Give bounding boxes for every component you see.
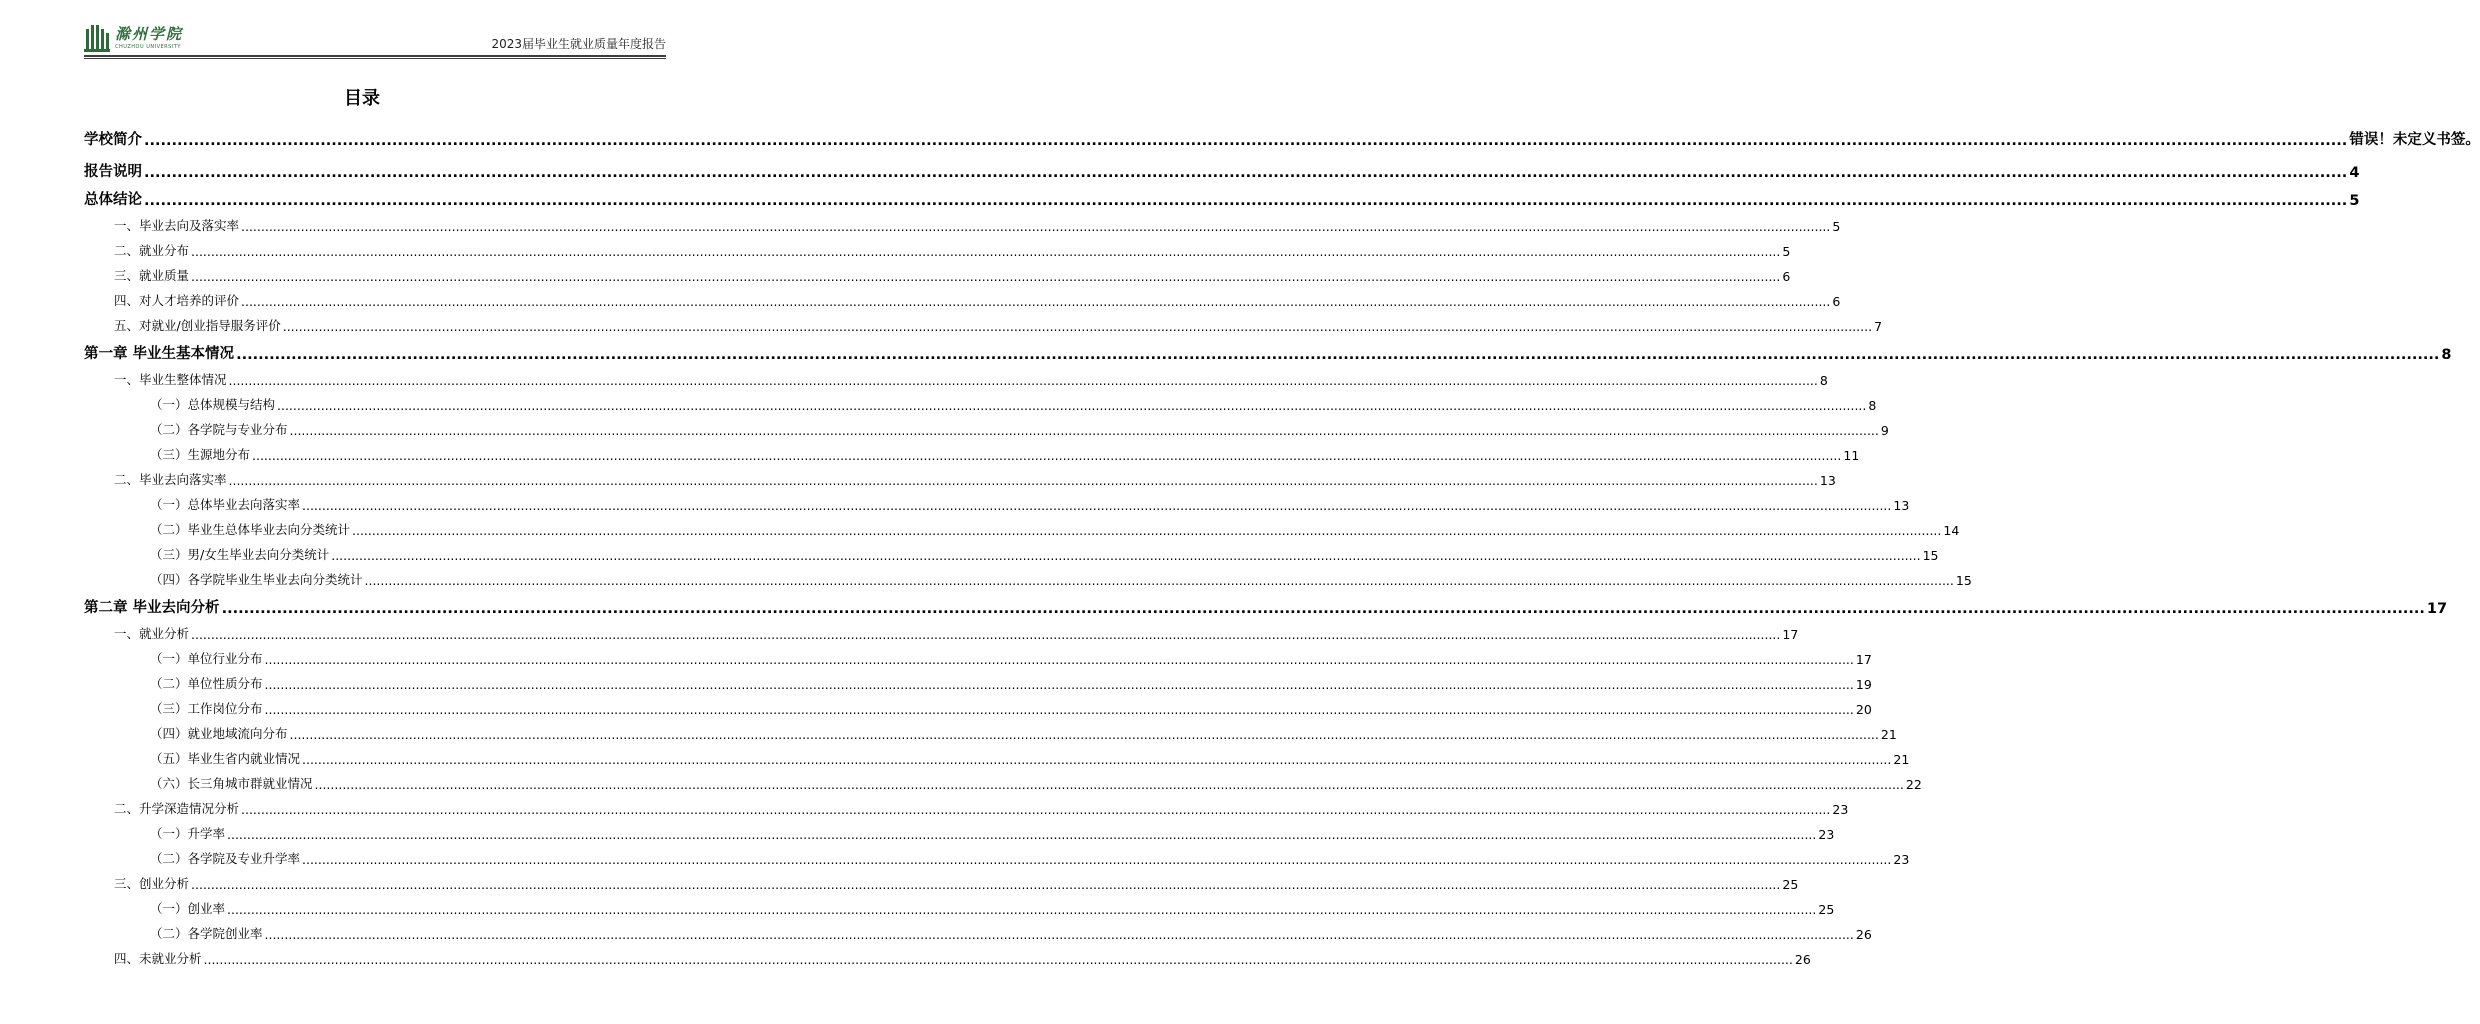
toc-entry[interactable] bbox=[114, 291, 1841, 309]
toc-leader-dots: ................................................................................................................................................................................................................................................................................................................................................................................................................ bbox=[302, 852, 1892, 867]
header-rule-thick bbox=[84, 55, 666, 57]
toc-entry[interactable] bbox=[150, 899, 1835, 917]
toc-entry[interactable] bbox=[114, 799, 1849, 817]
toc-leader-dots: ................................................................................................................................................................................................................................................................................................................................................................................................................ bbox=[144, 165, 2348, 181]
toc-leader-dots: ................................................................................................................................................................................................................................................................................................................................................................................................................ bbox=[264, 927, 1854, 942]
toc-entry-label: （一）总体规模与结构 bbox=[150, 397, 276, 412]
toc-entry-label: 三、就业质量 bbox=[114, 268, 190, 283]
toc-leader-dots: ................................................................................................................................................................................................................................................................................................................................................................................................................ bbox=[236, 347, 2440, 363]
toc-leader-dots: ................................................................................................................................................................................................................................................................................................................................................................................................................ bbox=[302, 498, 1892, 513]
toc-leader-dots: ................................................................................................................................................................................................................................................................................................................................................................................................................ bbox=[314, 777, 1904, 792]
toc-entry[interactable] bbox=[150, 724, 1897, 742]
toc-entry[interactable] bbox=[150, 824, 1835, 842]
toc-entry-page: 15 bbox=[1955, 573, 1972, 588]
toc-leader-dots: ................................................................................................................................................................................................................................................................................................................................................................................................................ bbox=[203, 952, 1793, 967]
toc-entry-page: 25 bbox=[1782, 877, 1799, 892]
toc-entry-label: 第二章 毕业去向分析 bbox=[84, 600, 220, 616]
toc-entry-label: 四、对人才培养的评价 bbox=[114, 293, 240, 308]
toc-leader-dots: ................................................................................................................................................................................................................................................................................................................................................................................................................ bbox=[228, 473, 1818, 488]
toc-entry[interactable] bbox=[84, 128, 2480, 149]
toc-leader-dots: ................................................................................................................................................................................................................................................................................................................................................................................................................ bbox=[264, 652, 1854, 667]
toc-entry-label: （二）毕业生总体毕业去向分类统计 bbox=[150, 522, 351, 537]
toc-leader-dots: ................................................................................................................................................................................................................................................................................................................................................................................................................ bbox=[144, 133, 2348, 149]
toc-leader-dots: ................................................................................................................................................................................................................................................................................................................................................................................................................ bbox=[289, 727, 1879, 742]
toc-entry-page: 17 bbox=[1782, 627, 1799, 642]
toc-entry-page: 22 bbox=[1905, 777, 1922, 792]
toc-entry-page: 8 bbox=[1819, 373, 1828, 388]
toc-entry-page: 21 bbox=[1880, 727, 1897, 742]
toc-entry-label: 二、毕业去向落实率 bbox=[114, 472, 227, 487]
toc-entry-page: 23 bbox=[1832, 802, 1849, 817]
toc-entry-page: 15 bbox=[1922, 548, 1939, 563]
toc-entry-label: （一）单位行业分布 bbox=[150, 651, 263, 666]
toc-entry-label: 三、创业分析 bbox=[114, 876, 190, 891]
toc-entry-page: 7 bbox=[1874, 319, 1883, 334]
toc-leader-dots: ................................................................................................................................................................................................................................................................................................................................................................................................................ bbox=[302, 752, 1892, 767]
toc-entry-page: 13 bbox=[1819, 473, 1836, 488]
header-rule-thin bbox=[84, 58, 666, 59]
toc-entry[interactable] bbox=[84, 188, 2360, 209]
toc-leader-dots: ................................................................................................................................................................................................................................................................................................................................................................................................................ bbox=[144, 193, 2348, 209]
toc-entry-label: 一、毕业生整体情况 bbox=[114, 372, 227, 387]
page-header bbox=[84, 20, 666, 60]
toc-entry-page: 17 bbox=[2426, 601, 2448, 617]
toc-leader-dots: ................................................................................................................................................................................................................................................................................................................................................................................................................ bbox=[241, 802, 1831, 817]
toc-entry[interactable] bbox=[150, 774, 1922, 792]
toc-entry-label: 五、对就业/创业指导服务评价 bbox=[114, 318, 281, 333]
logo-emblem-icon bbox=[84, 24, 110, 52]
toc-leader-dots: ................................................................................................................................................................................................................................................................................................................................................................................................................ bbox=[191, 877, 1781, 892]
toc-entry-label: （四）就业地域流向分布 bbox=[150, 726, 288, 741]
toc-entry-label: （二）各学院与专业分布 bbox=[150, 422, 288, 437]
toc-leader-dots: ................................................................................................................................................................................................................................................................................................................................................................................................................ bbox=[191, 244, 1781, 259]
toc-leader-dots: ................................................................................................................................................................................................................................................................................................................................................................................................................ bbox=[264, 702, 1854, 717]
report-title: 2023届毕业生就业质量年度报告 bbox=[491, 37, 666, 51]
toc-entry-page: 5 bbox=[1782, 244, 1791, 259]
toc-entry-page: 19 bbox=[1855, 677, 1872, 692]
toc-entry-label: 二、升学深造情况分析 bbox=[114, 801, 240, 816]
toc-entry[interactable] bbox=[114, 370, 1828, 388]
toc-entry-label: （二）单位性质分布 bbox=[150, 676, 263, 691]
toc-entry[interactable] bbox=[114, 624, 1799, 642]
toc-entry[interactable] bbox=[114, 874, 1799, 892]
toc-entry-label: 二、就业分布 bbox=[114, 243, 190, 258]
toc-entry-label: 四、未就业分析 bbox=[114, 951, 202, 966]
toc-leader-dots: ................................................................................................................................................................................................................................................................................................................................................................................................................ bbox=[228, 373, 1818, 388]
toc-entry-label: （二）各学院及专业升学率 bbox=[150, 851, 301, 866]
toc-entry-page: 6 bbox=[1782, 269, 1791, 284]
toc-entry[interactable] bbox=[150, 445, 1860, 463]
toc-entry-label: （五）毕业生省内就业情况 bbox=[150, 751, 301, 766]
toc-entry-page: 25 bbox=[1818, 902, 1835, 917]
toc-entry[interactable] bbox=[114, 216, 1841, 234]
toc-leader-dots: ................................................................................................................................................................................................................................................................................................................................................................................................................ bbox=[221, 601, 2425, 617]
toc-entry-page: 11 bbox=[1843, 448, 1860, 463]
logo-chinese-name: 滁州学院 bbox=[115, 24, 184, 43]
toc-entry-label: 一、就业分析 bbox=[114, 626, 190, 641]
toc-leader-dots: ................................................................................................................................................................................................................................................................................................................................................................................................................ bbox=[241, 294, 1831, 309]
toc-entry-label: 学校简介 bbox=[84, 132, 142, 148]
toc-entry[interactable] bbox=[114, 470, 1836, 488]
toc-entry-page: 26 bbox=[1794, 952, 1811, 967]
toc-entry-page: 8 bbox=[2441, 347, 2452, 363]
toc-leader-dots: ................................................................................................................................................................................................................................................................................................................................................................................................................ bbox=[241, 219, 1831, 234]
toc-entry[interactable] bbox=[150, 495, 1910, 513]
toc-entry[interactable] bbox=[150, 649, 1872, 667]
toc-leader-dots: ................................................................................................................................................................................................................................................................................................................................................................................................................ bbox=[277, 398, 1867, 413]
toc-entry[interactable] bbox=[150, 924, 1872, 942]
toc-entry-label: （一）升学率 bbox=[150, 826, 226, 841]
toc-entry-label: （一）总体毕业去向落实率 bbox=[150, 497, 301, 512]
toc-leader-dots: ................................................................................................................................................................................................................................................................................................................................................................................................................ bbox=[331, 548, 1921, 563]
toc-entry-label: （一）创业率 bbox=[150, 901, 226, 916]
toc-entry[interactable] bbox=[150, 520, 1960, 538]
toc-leader-dots: ................................................................................................................................................................................................................................................................................................................................................................................................................ bbox=[352, 523, 1942, 538]
toc-entry-page: 5 bbox=[2349, 193, 2360, 209]
toc-entry[interactable] bbox=[150, 849, 1910, 867]
toc-entry-label: （三）工作岗位分布 bbox=[150, 701, 263, 716]
toc-leader-dots: ................................................................................................................................................................................................................................................................................................................................................................................................................ bbox=[227, 902, 1817, 917]
toc-leader-dots: ................................................................................................................................................................................................................................................................................................................................................................................................................ bbox=[191, 269, 1781, 284]
toc-entry-page: 5 bbox=[1832, 219, 1841, 234]
toc-entry[interactable] bbox=[84, 342, 2452, 363]
toc-entry-label: 报告说明 bbox=[84, 164, 142, 180]
toc-entry-page: 9 bbox=[1880, 423, 1889, 438]
toc-entry-page: 13 bbox=[1893, 498, 1910, 513]
toc-entry[interactable] bbox=[114, 241, 1791, 259]
toc-entry[interactable] bbox=[150, 545, 1939, 563]
toc-entry-page: 21 bbox=[1893, 752, 1910, 767]
toc-leader-dots: ................................................................................................................................................................................................................................................................................................................................................................................................................ bbox=[282, 319, 1873, 334]
toc-entry-page: 6 bbox=[1832, 294, 1841, 309]
toc-entry-label: （三）生源地分布 bbox=[150, 447, 251, 462]
toc-entry-label: （六）长三角城市群就业情况 bbox=[150, 776, 313, 791]
toc-entry[interactable] bbox=[84, 160, 2360, 181]
toc-entry[interactable] bbox=[150, 570, 1972, 588]
toc-entry-label: （四）各学院毕业生毕业去向分类统计 bbox=[150, 572, 363, 587]
toc-leader-dots: ................................................................................................................................................................................................................................................................................................................................................................................................................ bbox=[252, 448, 1842, 463]
toc-entry-page: 23 bbox=[1818, 827, 1835, 842]
toc-entry[interactable] bbox=[150, 749, 1910, 767]
toc-leader-dots: ................................................................................................................................................................................................................................................................................................................................................................................................................ bbox=[191, 627, 1781, 642]
toc-entry[interactable] bbox=[114, 949, 1811, 967]
toc-entry[interactable] bbox=[114, 266, 1791, 284]
toc-entry-page: 26 bbox=[1855, 927, 1872, 942]
toc-entry-label: 第一章 毕业生基本情况 bbox=[84, 346, 235, 362]
toc-leader-dots: ................................................................................................................................................................................................................................................................................................................................................................................................................ bbox=[227, 827, 1817, 842]
toc-entry[interactable] bbox=[114, 316, 1883, 334]
toc-title: 目录 bbox=[344, 88, 380, 109]
toc-entry[interactable] bbox=[84, 596, 2448, 617]
toc-leader-dots: ................................................................................................................................................................................................................................................................................................................................................................................................................ bbox=[289, 423, 1879, 438]
toc-entry-label: 一、毕业去向及落实率 bbox=[114, 218, 240, 233]
toc-leader-dots: ................................................................................................................................................................................................................................................................................................................................................................................................................ bbox=[264, 677, 1854, 692]
toc-entry-label: 总体结论 bbox=[84, 192, 142, 208]
logo-english-name: CHUZHOU UNIVERSITY bbox=[115, 43, 181, 50]
toc-entry-label: （三）男/女生毕业去向分类统计 bbox=[150, 547, 330, 562]
toc-entry-page: 14 bbox=[1943, 523, 1960, 538]
university-logo bbox=[84, 22, 202, 54]
toc-entry-page: 8 bbox=[1868, 398, 1877, 413]
toc-entry[interactable] bbox=[150, 699, 1872, 717]
toc-entry-page: 4 bbox=[2349, 165, 2360, 181]
toc-entry-page: 17 bbox=[1855, 652, 1872, 667]
toc-entry-page: 23 bbox=[1893, 852, 1910, 867]
toc-entry-label: （二）各学院创业率 bbox=[150, 926, 263, 941]
toc-entry[interactable] bbox=[150, 674, 1872, 692]
toc-entry-page: 20 bbox=[1855, 702, 1872, 717]
toc-leader-dots: ................................................................................................................................................................................................................................................................................................................................................................................................................ bbox=[364, 573, 1954, 588]
toc-entry[interactable] bbox=[150, 395, 1877, 413]
toc-entry-page: 错误！未定义书签。 bbox=[2349, 132, 2480, 148]
toc-entry[interactable] bbox=[150, 420, 1889, 438]
